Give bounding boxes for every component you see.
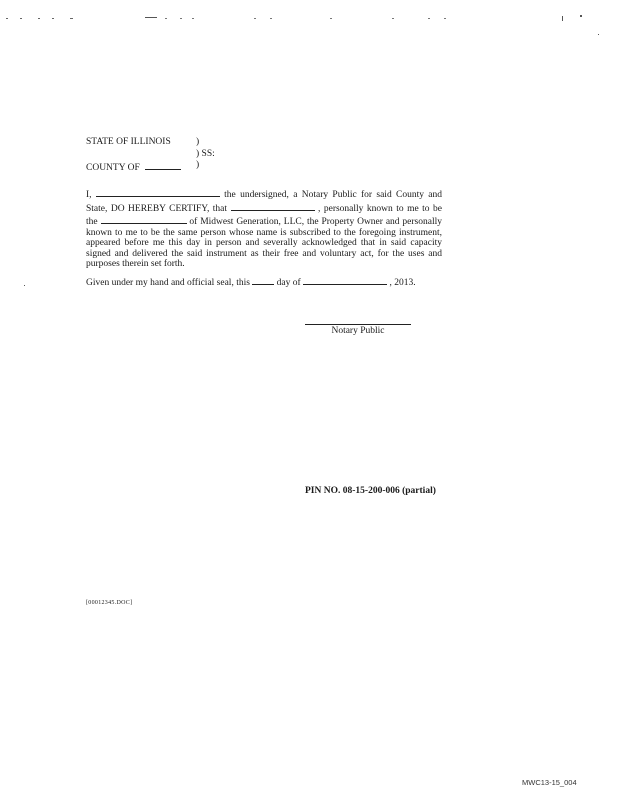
given-text-2: day of — [276, 278, 304, 288]
county-blank[interactable] — [145, 160, 181, 170]
scan-mark — [580, 15, 582, 17]
signer-title-blank[interactable] — [101, 214, 187, 224]
scan-dot — [70, 18, 73, 19]
scan-dot — [392, 18, 394, 19]
scan-dot — [6, 18, 8, 19]
ss-row — [86, 149, 286, 161]
signer-name-blank[interactable] — [231, 201, 315, 211]
scan-dot — [20, 18, 22, 19]
given-under-hand-line — [86, 275, 446, 288]
scan-dot — [428, 18, 430, 19]
scan-artifacts-top — [0, 14, 618, 22]
cert-text-2: , personally known to me to be the — [86, 203, 442, 227]
venue-paren-1: ) — [196, 137, 200, 147]
document-reference: [00012345.DOC] — [86, 600, 133, 606]
pin-number: PIN NO. 08-15-200-006 (partial) — [305, 486, 436, 496]
cert-text-1: the undersigned, a Notary Public for said County and State, DO HEREBY CERTIFY, that — [86, 190, 442, 214]
given-text-1: Given under my hand and official seal, this — [86, 278, 253, 288]
cert-text-3: of Midwest Generation, LLC, the Property Owner and personally known to me to be the same person whose name is subscribed to the foregoing instrument, appeared before me this day in person and severally acknowledged that in said capacity signed and delivered the said instrument as their free and voluntary act, for the uses and purposes therein set forth. — [86, 217, 442, 269]
scan-dash — [145, 17, 157, 18]
certificate-paragraph — [86, 187, 442, 270]
scan-dot — [444, 18, 446, 19]
county-line: COUNTY OF — [86, 163, 140, 173]
scan-mark — [562, 16, 563, 21]
month-blank[interactable] — [303, 275, 387, 285]
cert-i: I, — [86, 190, 92, 200]
day-blank[interactable] — [252, 275, 274, 285]
state-row — [86, 137, 286, 149]
bates-number: MWC13-15_004 — [522, 778, 577, 787]
signature-line[interactable] — [305, 324, 411, 325]
scan-dot — [192, 18, 194, 19]
scan-artifact — [24, 285, 25, 286]
signature-label: Notary Public — [331, 326, 385, 336]
scan-dot — [180, 18, 182, 19]
scan-dot — [52, 18, 54, 19]
venue-block — [86, 137, 286, 172]
scan-dot — [254, 18, 256, 19]
given-text-3: , 2013. — [389, 278, 416, 288]
scan-artifact — [598, 34, 599, 35]
scan-dot — [270, 18, 272, 19]
venue-paren-3: ) — [196, 160, 200, 170]
scan-dot — [38, 18, 40, 19]
scan-dot — [330, 18, 332, 19]
scan-dot — [165, 18, 167, 19]
ss-label: ) SS: — [196, 148, 215, 159]
notary-name-blank[interactable] — [96, 187, 220, 197]
state-line: STATE OF ILLINOIS — [86, 137, 171, 147]
county-row — [86, 160, 286, 172]
